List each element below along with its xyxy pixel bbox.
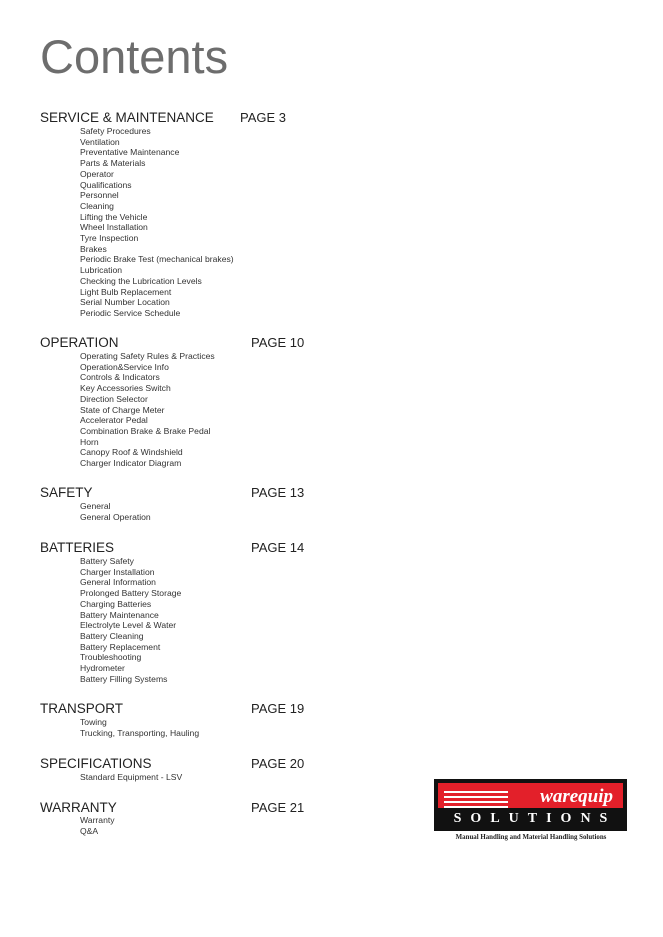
contents-item: Charging Batteries (80, 598, 152, 609)
contents-item: Warranty (80, 815, 115, 825)
contents-item: Battery Replacement (80, 641, 161, 652)
contents-item: Trucking, Transporting, Hauling (80, 727, 200, 738)
contents-item: Parts & Materials (80, 158, 146, 169)
section-page-number: PAGE 10 (251, 335, 305, 350)
section-item-list (40, 717, 199, 738)
contents-item: Canopy Roof & Windshield (80, 447, 183, 458)
contents-item: Checking the Lubrication Levels (80, 275, 202, 286)
logo-badge (434, 779, 627, 831)
section-item-list (40, 556, 181, 684)
contents-item: Electrolyte Level & Water (80, 620, 177, 631)
contents-item: Direction Selector (80, 393, 148, 404)
section-item-list (40, 351, 215, 469)
contents-item: Lubrication (80, 265, 123, 276)
section-item-list (40, 126, 234, 319)
contents-item: Serial Number Location (80, 297, 170, 308)
contents-item: Accelerator Pedal (80, 415, 148, 426)
section-operation (40, 335, 305, 469)
contents-item: Charger Indicator Diagram (80, 458, 182, 469)
section-page-number: PAGE 21 (251, 800, 305, 815)
contents-item: Controls & Indicators (80, 372, 160, 383)
section-title: WARRANTY (40, 800, 117, 815)
contents-item: Battery Filling Systems (80, 673, 168, 684)
contents-item: Towing (80, 717, 107, 727)
logo-tagline: Manual Handling and Material Handling Solutions (455, 834, 607, 841)
section-item-list (40, 501, 151, 522)
section-page-number: PAGE 13 (251, 485, 305, 500)
contents-item: Battery Maintenance (80, 609, 159, 620)
contents-item: Tyre Inspection (80, 233, 139, 244)
contents-item: Horn (80, 436, 99, 447)
contents-item: General Information (80, 577, 156, 588)
contents-item: Operation&Service Info (80, 361, 169, 372)
contents-item: Qualifications (80, 179, 132, 190)
contents-item: Safety Procedures (80, 126, 151, 136)
logo-red-band (438, 783, 623, 808)
contents-item: Key Accessories Switch (80, 383, 171, 394)
section-batteries (40, 540, 305, 684)
contents-item: Prolonged Battery Storage (80, 588, 182, 599)
contents-item: Wheel Installation (80, 222, 148, 233)
section-title: TRANSPORT (40, 701, 124, 716)
logo-speed-stripes-icon (444, 791, 508, 808)
contents-item: Lifting the Vehicle (80, 211, 148, 222)
logo-sub-text: SOLUTIONS (453, 811, 617, 826)
section-safety (40, 485, 305, 522)
contents-item: Battery Safety (80, 556, 134, 566)
section-page-number: PAGE 14 (251, 540, 305, 555)
warequip-logo (434, 779, 628, 842)
contents-item: Light Bulb Replacement (80, 286, 172, 297)
section-title: SAFETY (40, 485, 93, 500)
contents-item: Personnel (80, 190, 119, 201)
page-title: Contents (40, 30, 229, 83)
contents-item: Ventilation (80, 136, 120, 147)
contents-item: Cleaning (80, 200, 114, 211)
section-page-number: PAGE 19 (251, 701, 305, 716)
contents-item: Preventative Maintenance (80, 147, 180, 158)
section-item-list (40, 815, 115, 836)
section-title: OPERATION (40, 335, 119, 350)
section-page-number: PAGE 3 (240, 110, 287, 125)
section-specifications (40, 756, 305, 783)
contents-item: Hydrometer (80, 663, 125, 674)
contents-item: Periodic Service Schedule (80, 307, 181, 318)
contents-item: Combination Brake & Brake Pedal (80, 425, 211, 436)
section-warranty (40, 800, 305, 836)
contents-item: Operating Safety Rules & Practices (80, 351, 215, 361)
contents-item: General Operation (80, 511, 151, 522)
contents-item: Charger Installation (80, 566, 155, 577)
section-title: SERVICE & MAINTENANCE (40, 110, 214, 125)
section-page-number: PAGE 20 (251, 756, 305, 771)
section-title: BATTERIES (40, 540, 115, 555)
contents-item: General (80, 501, 111, 511)
contents-item: Standard Equipment - LSV (80, 772, 183, 782)
section-title: SPECIFICATIONS (40, 756, 152, 771)
contents-item: State of Charge Meter (80, 404, 165, 415)
contents-item: Troubleshooting (80, 652, 142, 663)
section-transport (40, 701, 305, 738)
contents-item: Periodic Brake Test (mechanical brakes) (80, 254, 234, 265)
contents-item: Brakes (80, 243, 107, 254)
contents-item: Operator (80, 168, 114, 179)
logo-brand-text: warequip (540, 786, 613, 807)
contents-item: Q&A (80, 825, 99, 836)
contents-item: Battery Cleaning (80, 630, 144, 641)
section-service-maintenance (40, 110, 287, 319)
section-item-list (40, 772, 182, 783)
